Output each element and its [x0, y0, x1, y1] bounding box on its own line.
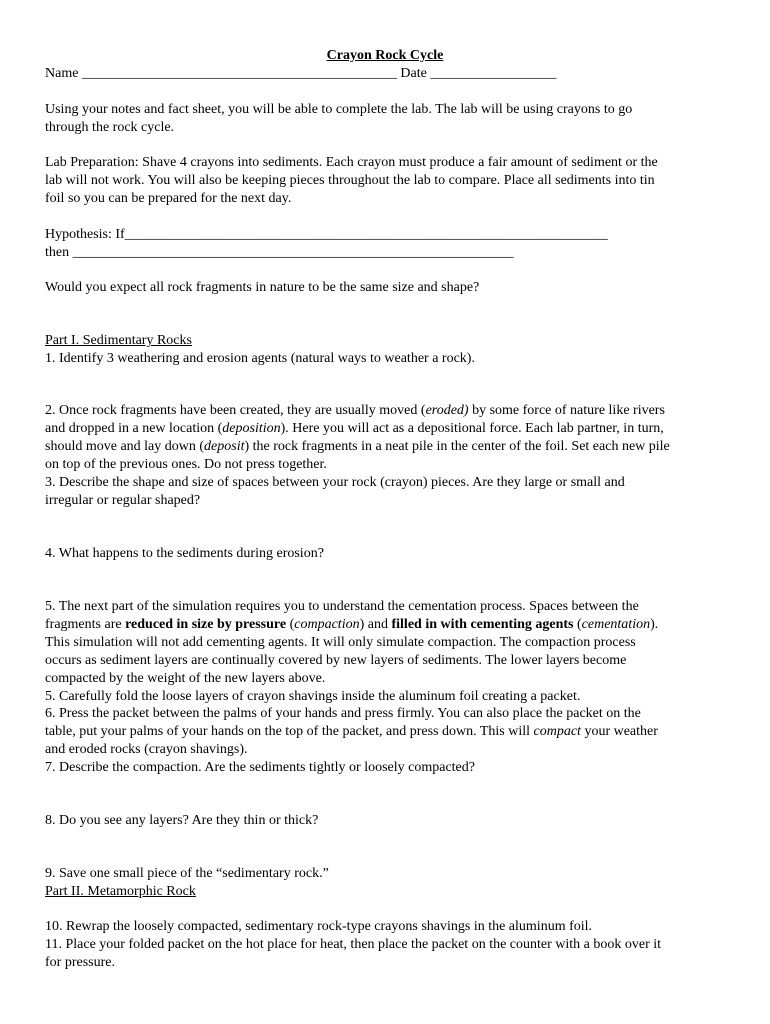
step-5-fold: 5. Carefully fold the loose layers of crayon shavings inside the aluminum foil creating a packet. — [45, 689, 581, 704]
question-2-line-2: and dropped in a new location (deposition). Here you will act as a depositional force. Each lab partner, in turn, — [45, 421, 664, 436]
step-6-line-1: 6. Press the packet between the palms of your hands and press firmly. You can also place the packet on the — [45, 706, 641, 721]
step-6-line-2: table, put your palms of your hands on the top of the packet, and press down. This will compact your weather — [45, 724, 658, 739]
name-date-line: Name _____________________________________________ Date __________________ — [45, 66, 557, 81]
hypothesis-if-line: Hypothesis: If_____________________________________________________________________ — [45, 227, 608, 242]
question-5-line-4: occurs as sediment layers are continually covered by new layers of sediments. The lower layers become — [45, 653, 627, 668]
intro-line-1: Using your notes and fact sheet, you will be able to complete the lab. The lab will be using crayons to go — [45, 102, 633, 117]
question-5-line-2: fragments are reduced in size by pressure (compaction) and filled in with cementing agents (cementation). — [45, 617, 659, 632]
question-5-line-3: This simulation will not add cementing agents. It will only simulate compaction. The compaction process — [45, 635, 636, 650]
part1-heading: Part I. Sedimentary Rocks — [45, 333, 192, 348]
question-1: 1. Identify 3 weathering and erosion agents (natural ways to weather a rock). — [45, 351, 475, 366]
question-3-line-1: 3. Describe the shape and size of spaces between your rock (crayon) pieces. Are they large or small and — [45, 475, 625, 490]
hypothesis-then-line: then _______________________________________________________________ — [45, 245, 514, 260]
question-8: 8. Do you see any layers? Are they thin or thick? — [45, 813, 319, 828]
question-5-line-5: compacted by the weight of the new layers above. — [45, 671, 326, 686]
prep-line-2: lab will not work. You will also be keeping pieces throughout the lab to compare. Place all sediments into tin — [45, 173, 655, 188]
question-2-line-3: should move and lay down (deposit) the rock fragments in a neat pile in the center of the foil. Set each new pile — [45, 439, 670, 454]
step-9: 9. Save one small piece of the “sedimentary rock.” — [45, 866, 329, 881]
question-3-line-2: irregular or regular shaped? — [45, 493, 201, 508]
step-11-line-2: for pressure. — [45, 955, 115, 970]
prep-line-3: foil so you can be prepared for the next day. — [45, 191, 292, 206]
step-6-line-3: and eroded rocks (crayon shavings). — [45, 742, 248, 757]
question-4: 4. What happens to the sediments during erosion? — [45, 546, 324, 561]
question-7: 7. Describe the compaction. Are the sediments tightly or loosely compacted? — [45, 760, 475, 775]
part2-heading: Part II. Metamorphic Rock — [45, 884, 196, 899]
page-title: Crayon Rock Cycle — [326, 48, 444, 63]
fragments-question: Would you expect all rock fragments in nature to be the same size and shape? — [45, 280, 480, 295]
question-5-line-1: 5. The next part of the simulation requires you to understand the cementation process. Spaces between the — [45, 599, 639, 614]
question-2-line-1: 2. Once rock fragments have been created, they are usually moved (eroded) by some force of nature like rivers — [45, 403, 665, 418]
step-11-line-1: 11. Place your folded packet on the hot place for heat, then place the packet on the counter with a book over it — [45, 937, 662, 952]
intro-line-2: through the rock cycle. — [45, 120, 175, 135]
question-2-line-4: on top of the previous ones. Do not press together. — [45, 457, 327, 472]
step-10: 10. Rewrap the loosely compacted, sedimentary rock-type crayons shavings in the aluminum foil. — [45, 919, 593, 934]
prep-line-1: Lab Preparation: Shave 4 crayons into sediments. Each crayon must produce a fair amount of sediment or the — [45, 155, 658, 170]
